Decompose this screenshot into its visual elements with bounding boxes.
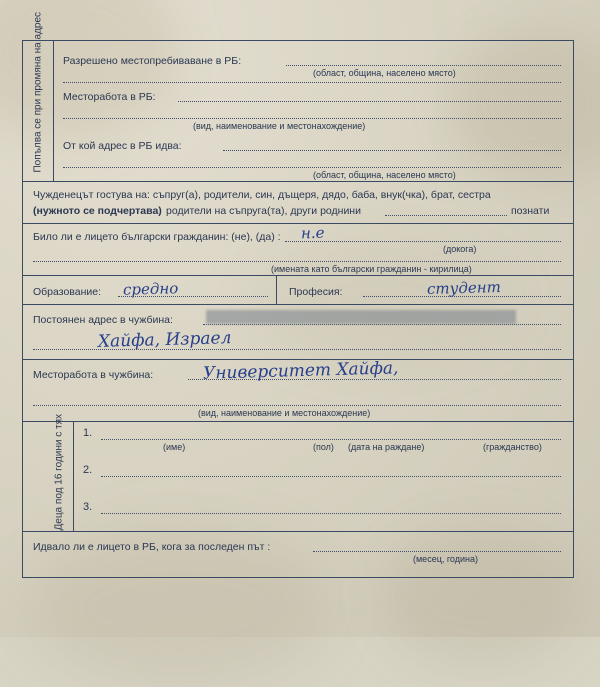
label-guest-of: Чужденецът гостува на: съпруг(а), родители, син, дъщеря, дядо, баба, внук(чка), брат, сестра	[33, 189, 491, 201]
input-permitted-residence-line2[interactable]	[63, 82, 561, 83]
input-bulgarian-names[interactable]	[33, 261, 561, 262]
children-row-number-3: 3.	[83, 501, 93, 513]
input-coming-from-address[interactable]	[223, 150, 561, 151]
label-guest-of-rest: родители на съпруга(та), други роднини	[166, 205, 361, 217]
label-was-bulgarian-citizen: Било ли е лицето български гражданин: (не), (да) :	[33, 231, 281, 243]
input-child-1[interactable]	[101, 439, 561, 440]
handwriting-was-bulgarian-citizen: н.е	[300, 223, 325, 243]
input-was-bulgarian-citizen[interactable]	[285, 241, 561, 242]
input-permitted-residence[interactable]	[286, 65, 561, 66]
hint-workplace-bg: (вид, наименование и местонахождение)	[193, 121, 366, 131]
section-label-children: Деца под 16 години с тях	[53, 413, 65, 531]
children-row-number-2: 2.	[83, 464, 93, 476]
hint-permitted-residence: (област, община, населено място)	[313, 68, 456, 78]
input-workplace-bg[interactable]	[178, 101, 561, 102]
divider-3	[23, 275, 573, 276]
divider-vertical-children	[73, 421, 74, 531]
input-guest-of[interactable]	[385, 215, 507, 216]
input-child-2[interactable]	[101, 476, 561, 477]
divider-4	[23, 304, 573, 305]
handwriting-permanent-address-line2: Хайфа, Израел	[97, 328, 232, 352]
divider-6	[23, 421, 573, 422]
label-guest-of-tail: познати	[511, 205, 550, 217]
label-coming-from-address: От кой адрес в РБ идва:	[63, 140, 182, 152]
form-border	[22, 11, 574, 578]
label-last-visit: Идвало ли е лицето в РБ, кога за последен път :	[33, 541, 271, 553]
label-permanent-address-abroad: Постоянен адрес в чужбина:	[33, 314, 173, 326]
divider-vertical-top	[53, 41, 54, 181]
hint-was-bulgarian-citizen: (докога)	[443, 244, 477, 254]
redaction-bar	[206, 310, 516, 324]
section-label-address-change: Попълва се при промяна на адрес	[32, 11, 44, 173]
hint-child-sex: (пол)	[313, 442, 334, 452]
divider-5	[23, 359, 573, 360]
label-workplace-abroad: Месторабота в чужбина:	[33, 369, 154, 381]
input-child-3[interactable]	[101, 513, 561, 514]
label-permitted-residence: Разрешено местопребиваване в РБ:	[63, 55, 242, 67]
label-workplace-bg: Месторабота в РБ:	[63, 91, 156, 103]
divider-1	[23, 181, 573, 182]
divider-7	[23, 531, 573, 532]
divider-2	[23, 223, 573, 224]
handwriting-workplace-abroad: Университет Хайфа,	[202, 358, 399, 384]
input-permanent-address-abroad[interactable]	[203, 324, 561, 325]
input-workplace-abroad-line2[interactable]	[33, 405, 561, 406]
label-profession: Професия:	[289, 286, 343, 298]
hint-bulgarian-names: (имената като български гражданин - кирилица)	[271, 264, 472, 274]
input-coming-from-address-line2[interactable]	[63, 167, 561, 168]
label-education: Образование:	[33, 286, 101, 298]
hint-child-name: (име)	[163, 442, 186, 452]
hint-coming-from-address: (област, община, населено място)	[313, 170, 456, 180]
divider-vertical-education	[276, 275, 277, 304]
children-row-number-1: 1.	[83, 427, 93, 439]
hint-workplace-abroad: (вид, наименование и местонахождение)	[198, 408, 371, 418]
handwriting-profession: студент	[426, 277, 502, 299]
input-last-visit[interactable]	[313, 551, 561, 552]
handwriting-education: средно	[122, 279, 179, 299]
input-workplace-bg-line2[interactable]	[63, 118, 561, 119]
label-guest-of-bold: (нужното се подчертава)	[33, 205, 162, 217]
hint-child-citizenship: (гражданство)	[483, 442, 542, 452]
hint-last-visit: (месец, година)	[413, 554, 478, 564]
hint-child-birthdate: (дата на раждане)	[348, 442, 425, 452]
